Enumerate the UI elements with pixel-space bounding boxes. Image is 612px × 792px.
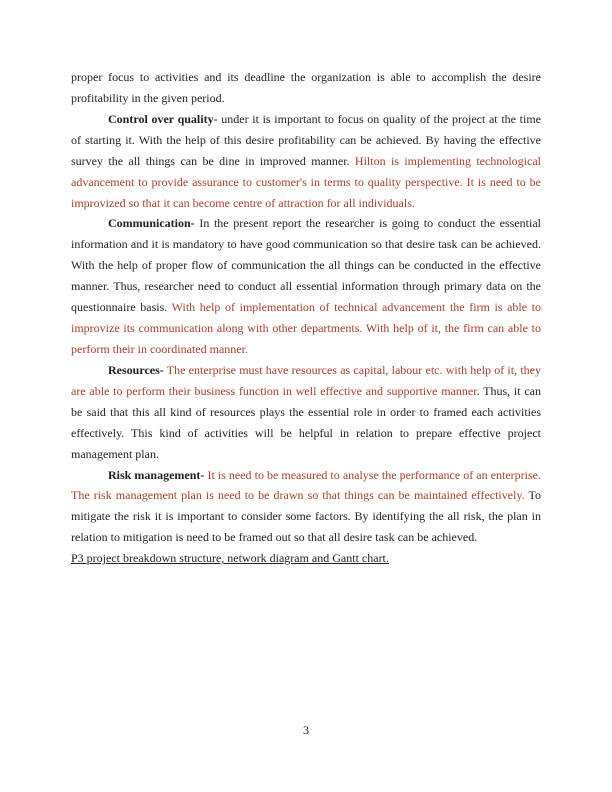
paragraph xyxy=(71,109,541,214)
text-segment-bold: Resources- xyxy=(108,362,164,377)
text-segment-normal: To mitigate the risk it is important to consider some factors. By identifying the all risk, the plan in relation to mitigation is need to be framed out so that all desire task can be achieved. xyxy=(71,488,541,545)
text-segment-red: With help of implementation of technical advancement the firm is able to improvize its communication along with other departments. With help of it, the firm can able to perform their in coordinated manner. xyxy=(71,300,541,356)
document-body xyxy=(71,67,541,569)
text-segment-normal: . Thus, it can be said that this all kind of resources plays the essential role in order to framed each activities effectively. This kind of activities will be helpful in relation to prepare effective project management plan. xyxy=(71,383,541,461)
text-segment-bold: Risk management- xyxy=(108,467,205,482)
paragraph xyxy=(71,465,541,549)
text-segment-normal: proper focus to activities and its deadline the organization is able to accomplish the desire profitability in the given period. xyxy=(71,70,541,105)
text-segment-normal: In the present report the researcher is going to conduct the essential information and it is mandatory to have good communication so that desire task can be achieved. With the help of proper flow of communication the all things can be conducted in the effective manner. Thus, researcher need to conduct all essential information through primary data on the questionnaire basis. xyxy=(71,216,541,315)
text-segment-normal: under it is important to focus on quality of the project at the time of starting it. With the help of this desire profitability can be achieved. By having the effective survey the all things can be dine in improved manner. xyxy=(71,111,541,168)
text-segment-red: The enterprise must have resources as capital, labour etc. with help of it, they are able to perform their business function in well effective and supportive manner xyxy=(71,362,541,398)
text-segment-bold: Control over quality- xyxy=(108,111,218,126)
paragraph xyxy=(71,213,541,359)
text-segment-bold: Communication- xyxy=(108,216,195,231)
section-heading: P3 project breakdown structure, network diagram and Gantt chart. xyxy=(71,551,389,566)
page-number: 3 xyxy=(303,723,309,737)
paragraph xyxy=(71,360,541,465)
text-segment-red: Hilton is implementing technological advancement to provide assurance to customer's in terms to quality perspective. It is need to be improvized so that it can become centre of attraction for all individuals. xyxy=(71,153,541,210)
text-segment-red: It is need to be measured to analyse the performance of an enterprise. The risk management plan is need to be drawn so that things can be maintained effectively. xyxy=(71,467,542,503)
paragraphs-container xyxy=(71,67,541,548)
paragraph xyxy=(71,67,541,109)
